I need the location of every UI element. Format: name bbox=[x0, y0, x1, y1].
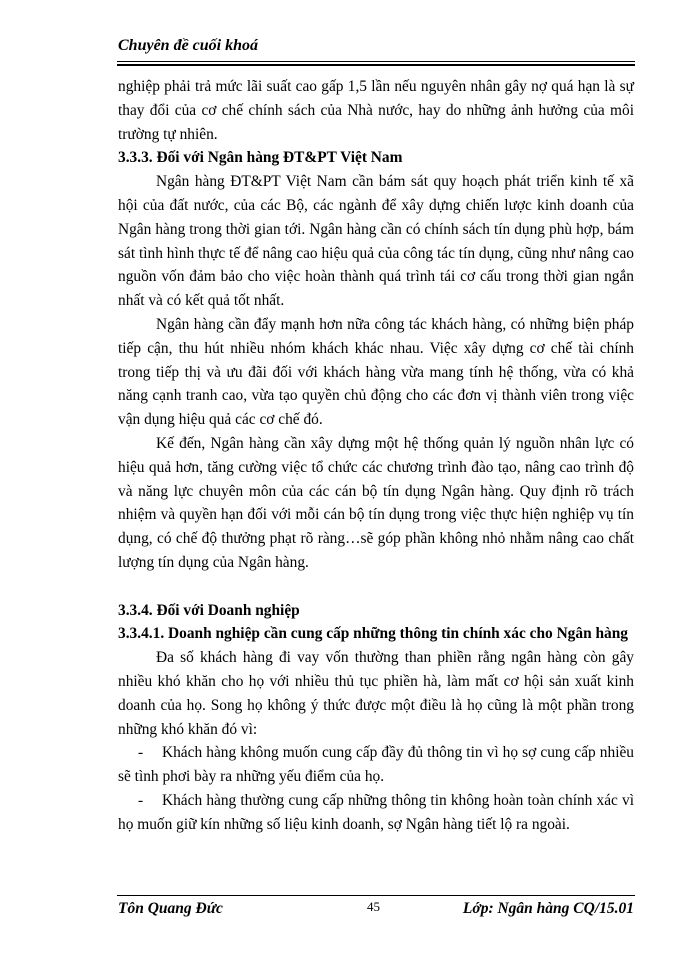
header-divider-thick bbox=[117, 64, 635, 66]
paragraph-planning: Ngân hàng ĐT&PT Việt Nam cần bám sát quy hoạch phát triển kinh tế xã hội của đất nước, của các Bộ, các ngành để xây dựng chiến lược kinh doanh của Ngân hàng trong thời gian tới. Ngân hàng cần có chính sách tín dụng phù hợp, bám sát tình hình thực tế để nâng cao hiệu quả của công tác tín dụng, cũng như nâng cao nguồn vốn đảm bảo cho việc hoàn thành quá trình tái cơ cấu trong thời gian ngắn nhất và có kết quả tốt nhất. bbox=[118, 173, 634, 310]
bullet-dash: - bbox=[138, 791, 144, 809]
bullet-item-inaccurate-info bbox=[118, 789, 634, 837]
bullet-text: Khách hàng không muốn cung cấp đầy đủ thông tin vì họ sợ cung cấp nhiều sẽ tình phơi bày ra những yếu điểm của họ. bbox=[118, 744, 634, 786]
paragraph-human-resources: Kế đến, Ngân hàng cần xây dựng một hệ thống quản lý nguồn nhân lực có hiệu quả hơn, tăng cường việc tổ chức các chương trình đào tạo, nâng cao trình độ và năng lực chuyên môn của các cán bộ tín dụng Ngân hàng. Quy định rõ trách nhiệm và quyền hạn đối với mỗi cán bộ tín dụng trong việc thực hiện nghiệp vụ tín dụng, có chế độ thưởng phạt rõ ràng…sẽ góp phần không nhỏ nhằm nâng cao chất lượng tín dụng của Ngân hàng. bbox=[118, 434, 634, 571]
footer-class: Lớp: Ngân hàng CQ/15.01 bbox=[462, 900, 634, 917]
section-heading-3-3-3: 3.3.3. Đối với Ngân hàng ĐT&PT Việt Nam bbox=[118, 149, 403, 167]
footer-author: Tôn Quang Đức bbox=[118, 900, 223, 917]
document-body bbox=[118, 75, 634, 837]
bullet-text: Khách hàng thường cung cấp những thông tin không hoàn toàn chính xác vì họ muốn giữ kín những số liệu kinh doanh, sợ Ngân hàng tiết lộ ra ngoài. bbox=[118, 791, 634, 833]
section-heading-3-3-4: 3.3.4. Đối với Doanh nghiệp bbox=[118, 601, 300, 619]
page-number: 45 bbox=[367, 899, 380, 914]
blank-line bbox=[118, 575, 634, 599]
header-divider bbox=[117, 61, 635, 62]
bullet-item-incomplete-info bbox=[118, 741, 634, 789]
footer-divider bbox=[117, 895, 635, 896]
section-heading-3-3-4-1: 3.3.4.1. Doanh nghiệp cần cung cấp những thông tin chính xác cho Ngân hàng bbox=[118, 625, 628, 643]
paragraph-borrowers: Đa số khách hàng đi vay vốn thường than phiền rằng ngân hàng còn gây nhiều khó khăn cho họ với nhiều thủ tục phiền hà, làm mất cơ hội sản xuất kinh doanh của họ. Song họ không ý thức được một điều là họ cũng là một phần trong những khó khăn đó vì: bbox=[118, 649, 634, 738]
paragraph-continuation: nghiệp phải trả mức lãi suất cao gấp 1,5 lần nếu nguyên nhân gây nợ quá hạn là sự thay đổi của cơ chế chính sách của Nhà nước, hay do những ảnh hưởng của môi trường tự nhiên. bbox=[118, 78, 634, 143]
header-title: Chuyên đề cuối khoá bbox=[118, 37, 259, 54]
bullet-dash: - bbox=[138, 744, 144, 762]
paragraph-customer-work: Ngân hàng cần đẩy mạnh hơn nữa công tác khách hàng, có những biện pháp tiếp cận, thu hút nhiều nhóm khách khác nhau. Việc xây dựng cơ chế tài chính trong tiếp thị và ưu đãi đối với khách hàng vừa mang tính hệ thống, vừa có khả năng cạnh tranh cao, vừa tạo quyền chủ động cho các đơn vị thành viên trong việc vận dụng hiệu quả các cơ chế đó. bbox=[118, 315, 634, 429]
